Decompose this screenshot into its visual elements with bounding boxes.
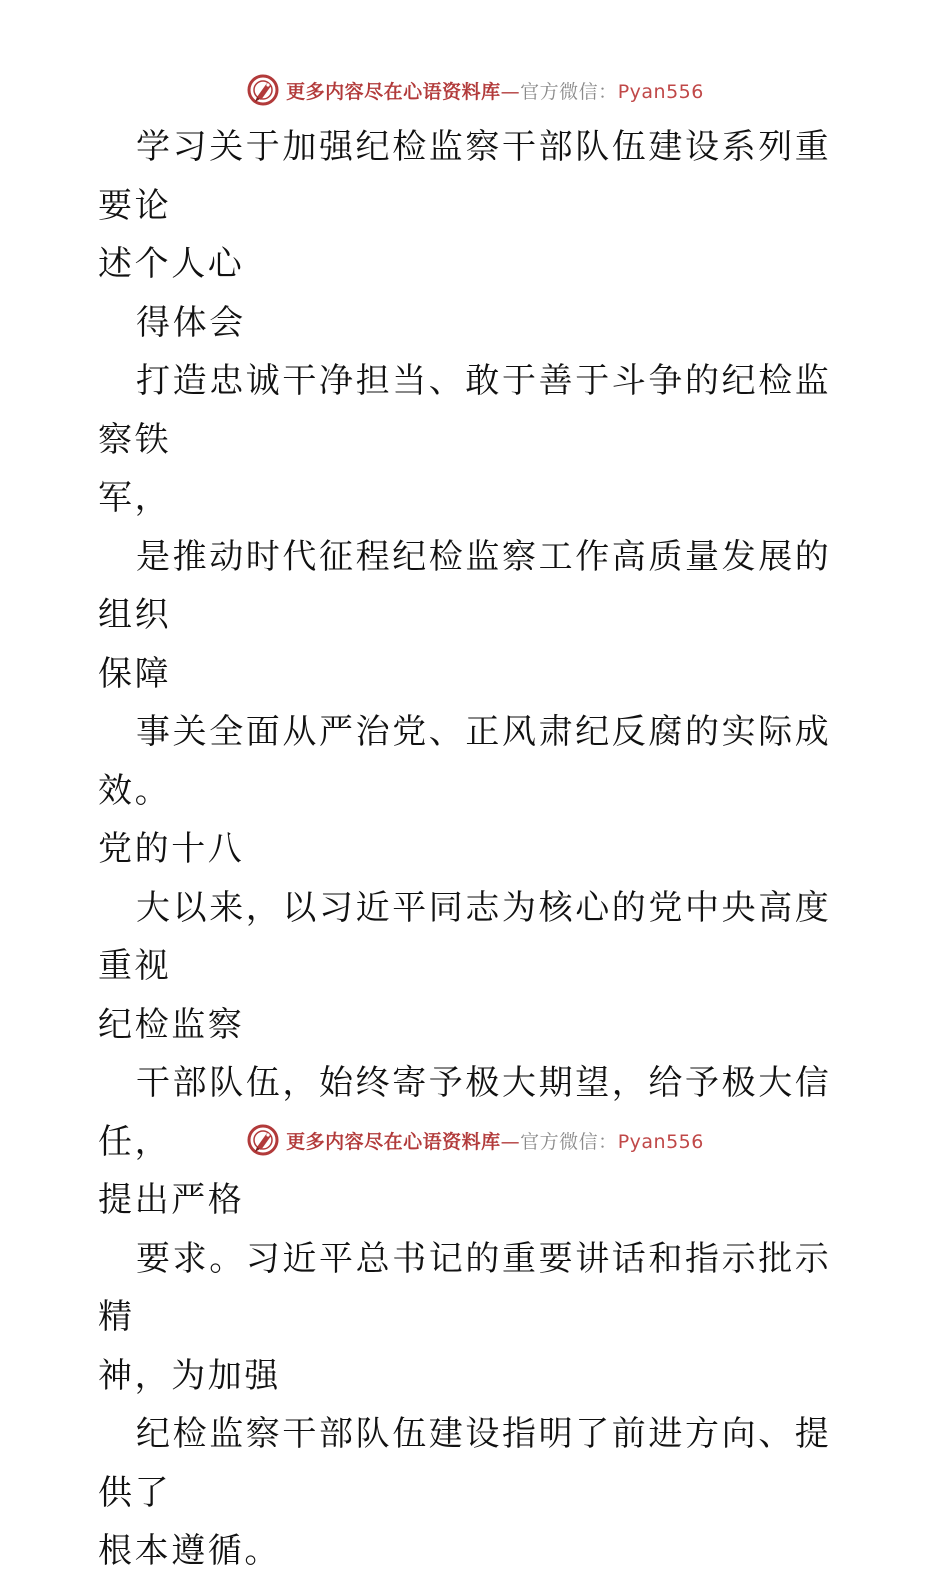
header-banner — [0, 70, 950, 110]
banner-wechat-id: Pyan556 — [617, 1130, 704, 1153]
line-wrap: 述个人心 — [98, 244, 245, 284]
banner-separator: — — [500, 80, 521, 103]
line-first: 是推动时代征程纪检监察工作高质量发展的组织 — [98, 536, 832, 635]
line-wrap: 纪检监察 — [98, 1004, 245, 1045]
banner-brand-text: 更多内容尽在心语资料库 — [286, 80, 501, 103]
red-fountain-pen-seal-icon — [246, 73, 280, 107]
document-line — [98, 352, 858, 528]
document-line — [98, 1405, 858, 1581]
document-line — [98, 1230, 858, 1406]
line-first: 纪检监察干部队伍建设指明了前进方向、提供了 — [98, 1414, 832, 1513]
line-first: 要求。习近平总书记的重要讲话和指示批示精 — [98, 1238, 832, 1337]
line-first: 事关全面从严治党、正风肃纪反腐的实际成效。 — [98, 712, 832, 811]
banner-brand-text: 更多内容尽在心语资料库 — [286, 1130, 501, 1153]
document-line — [98, 118, 858, 294]
banner-separator: — — [500, 1130, 521, 1153]
line-first: 学习关于加强纪检监察干部队伍建设系列重要论 — [98, 127, 832, 226]
banner-wechat-label: 官方微信： — [520, 1130, 618, 1153]
document-line — [98, 528, 858, 704]
line-wrap: 军， — [98, 478, 172, 518]
line-first: 得体会 — [136, 302, 246, 343]
document-body — [98, 118, 858, 1581]
line-wrap: 保障 — [98, 653, 172, 694]
line-wrap: 提出严格 — [98, 1180, 245, 1220]
line-first: 大以来，以习近平同志为核心的党中央高度重视 — [98, 887, 832, 986]
line-wrap: 根本遵循。 — [98, 1531, 281, 1571]
footer-banner — [0, 1120, 950, 1160]
banner-wechat-label: 官方微信： — [520, 80, 618, 103]
line-wrap: 神，为加强 — [98, 1355, 281, 1396]
document-line — [98, 879, 858, 1055]
document-line — [98, 294, 858, 353]
document-line — [98, 703, 858, 879]
red-fountain-pen-seal-icon — [246, 1123, 280, 1157]
line-first: 干部队伍，始终寄予极大期望，给予极大信任， — [98, 1063, 832, 1162]
line-wrap: 党的十八 — [98, 829, 245, 869]
line-first: 打造忠诚干净担当、敢于善于斗争的纪检监察铁 — [98, 361, 832, 460]
banner-wechat-id: Pyan556 — [617, 80, 704, 103]
